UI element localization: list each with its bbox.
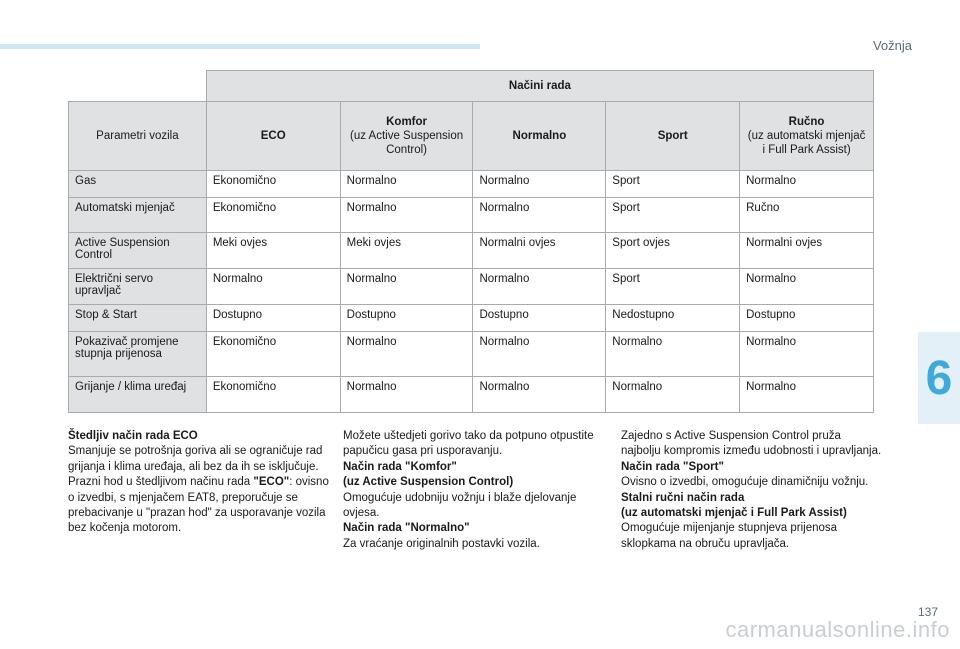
table-cell: Ekonomično <box>206 198 340 233</box>
table-cell: Normalno <box>340 171 473 198</box>
row-param: Automatski mjenjač <box>69 198 207 233</box>
komfor-mode-body: Omogućuje udobniju vožnju i blaže djelovanje ovjesa. <box>343 491 577 520</box>
chapter-tab <box>918 332 960 424</box>
row-header-title: Parametri vozila <box>69 102 207 171</box>
column-header-name: Komfor <box>386 116 428 128</box>
table-cell: Nedostupno <box>606 305 740 332</box>
table-cell: Normalno <box>473 198 606 233</box>
eco-idle-intro: Prazni hod u štedljivom načinu rada <box>68 476 254 489</box>
manual-mode-title: Stalni ručni način rada <box>621 491 745 504</box>
column-header-note: (uz automatski mjenjač i Full Park Assist) <box>747 130 866 156</box>
table-cell: Normalno <box>606 377 740 413</box>
text-column-left <box>68 429 330 537</box>
komfor-mode-continued: Zajedno s Active Suspension Control pruža najbolju kompromis između udobnosti i upravljanja. <box>621 430 882 458</box>
table-row <box>69 269 874 305</box>
section-title: Vožnja <box>872 38 912 53</box>
table-cell: Normalno <box>473 269 606 305</box>
table-cell: Sport <box>606 269 740 305</box>
column-header <box>740 102 874 171</box>
column-header <box>473 102 606 171</box>
column-header-name: ECO <box>260 130 286 142</box>
text-column-right <box>621 429 883 552</box>
table-row <box>69 198 874 233</box>
eco-mode-title: Štedljiv način rada ECO <box>68 430 198 442</box>
row-param: Pokazivač promjene stupnja prijenosa <box>69 332 207 377</box>
table-row <box>69 233 874 269</box>
table-cell: Normalno <box>740 171 874 198</box>
table-cell: Sport <box>606 171 740 198</box>
driving-modes-table <box>68 70 874 413</box>
row-param: Električni servo upravljač <box>69 269 207 305</box>
table-cell: Normalni ovjes <box>740 233 874 269</box>
table-cell: Normalno <box>340 269 473 305</box>
table-cell: Normalni ovjes <box>473 233 606 269</box>
table-cell: Dostupno <box>473 305 606 332</box>
column-header-name: Normalno <box>512 130 567 142</box>
table-cell: Meki ovjes <box>206 233 340 269</box>
table-cell: Normalno <box>473 377 606 413</box>
table-row <box>69 171 874 198</box>
manual-mode-body: Omogućuje mijenjanje stupnjeva prijenosa sklopkama na obruču upravljača. <box>621 522 838 550</box>
table-cell: Dostupno <box>740 305 874 332</box>
table-cell: Ekonomično <box>206 377 340 413</box>
table-cell: Normalno <box>206 269 340 305</box>
eco-idle-mode-label: "ECO" <box>253 476 290 489</box>
table-cell: Ručno <box>740 198 874 233</box>
table-cell: Normalno <box>340 377 473 413</box>
fuel-saving-tip: Možete uštedjeti gorivo tako da potpuno otpustite papučicu gasa pri usporavanju. <box>343 430 594 458</box>
table-cell: Normalno <box>473 171 606 198</box>
eco-idle-body: : ovisno o izvedbi, s mjenjačem EAT8, preporučuje se prebacivanje u "prazan hod" za usporavanje vozila bez kočenja motorom. <box>68 476 329 535</box>
table-corner-blank <box>69 71 207 102</box>
table-cell: Normalno <box>473 332 606 377</box>
top-accent-bar <box>0 44 480 49</box>
table-cell: Ekonomično <box>206 332 340 377</box>
sport-mode-body: Ovisno o izvedbi, omogućuje dinamičniju vožnju. <box>621 476 869 489</box>
table-cell: Normalno <box>340 332 473 377</box>
watermark: carmanualsonline.info <box>725 617 950 642</box>
column-header <box>606 102 740 171</box>
table-cell: Sport <box>606 198 740 233</box>
komfor-mode-title: Način rada "Komfor" <box>343 460 457 473</box>
column-header <box>340 102 473 171</box>
table-cell: Ekonomično <box>206 171 340 198</box>
manual-mode-subtitle: (uz automatski mjenjač i Full Park Assist) <box>621 507 847 520</box>
eco-mode-body: Smanjuje se potrošnja goriva ali se ograničuje rad grijanja i klima uređaja, ali bez da ih se isključuje. <box>68 445 323 473</box>
table-cell: Dostupno <box>340 305 473 332</box>
table-cell: Normalno <box>606 332 740 377</box>
table-cell: Normalno <box>740 269 874 305</box>
row-param: Grijanje / klima uređaj <box>69 377 207 413</box>
text-column-middle <box>343 429 605 552</box>
column-header <box>206 102 340 171</box>
row-param: Active Suspension Control <box>69 233 207 269</box>
table-group-header: Načini rada <box>206 71 873 102</box>
row-param: Stop & Start <box>69 305 207 332</box>
normal-mode-title: Način rada "Normalno" <box>343 522 470 535</box>
table-cell: Sport ovjes <box>606 233 740 269</box>
page-number: 137 <box>917 605 938 619</box>
column-header-name: Sport <box>657 130 688 142</box>
komfor-mode-subtitle: (uz Active Suspension Control) <box>343 476 514 489</box>
table-cell: Dostupno <box>206 305 340 332</box>
column-header-note: (uz Active Suspension Control) <box>349 130 464 156</box>
table-cell: Meki ovjes <box>340 233 473 269</box>
table-row <box>69 305 874 332</box>
sport-mode-title: Način rada "Sport" <box>621 460 724 473</box>
table-row <box>69 332 874 377</box>
table-cell: Normalno <box>740 332 874 377</box>
table-cell: Normalno <box>740 377 874 413</box>
normal-mode-body: Za vraćanje originalnih postavki vozila. <box>343 537 540 550</box>
table-row <box>69 377 874 413</box>
eco-idle-paragraph <box>68 475 330 537</box>
row-param: Gas <box>69 171 207 198</box>
column-header-name: Ručno <box>788 116 825 128</box>
chapter-number: 6 <box>925 351 953 405</box>
table-cell: Normalno <box>340 198 473 233</box>
